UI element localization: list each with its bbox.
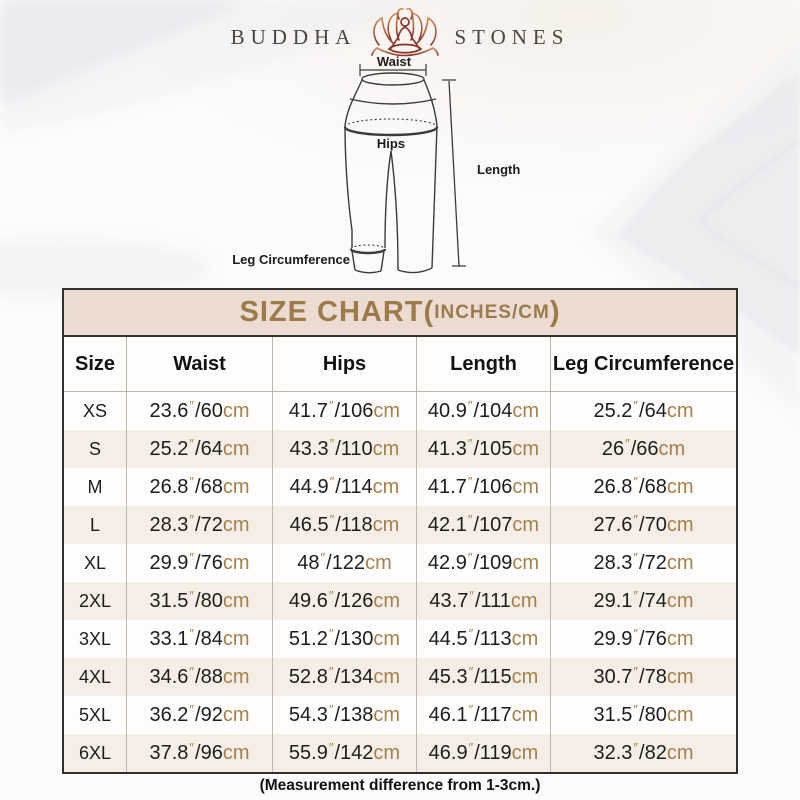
hips-cell: 44.9 ″ / 114 cm [272,468,416,506]
waist-cell: 28.3 ″ / 72 cm [126,506,272,544]
size-cell: M [87,476,103,497]
size-cell: L [89,514,100,535]
leg-circumference-label: Leg Circumference [232,252,350,267]
leg-cell: 29.1 ″ / 74 cm [550,582,736,620]
hips-cell: 54.3 ″ / 138 cm [272,696,416,734]
size-chart-table [62,288,738,774]
title-close: ) [549,296,561,328]
length-cell: 40.9 ″ / 104 cm [416,392,550,430]
size-cell: 5XL [78,704,112,725]
length-cell: 44.5 ″ / 113 cm [416,620,550,658]
size-chart-title [64,290,736,337]
leg-cell: 26.8 ″ / 68 cm [550,468,736,506]
length-cell: 43.7 ″ / 111 cm [416,582,550,620]
table-row [64,620,736,658]
leg-cell: 31.5 ″ / 80 cm [550,696,736,734]
length-label: Length [477,162,521,177]
hips-cell: 49.6 ″ / 126 cm [272,582,416,620]
leg-cell: 26 ″ / 66 cm [550,430,736,468]
lotus-meditation-icon [369,7,441,67]
waist-cell: 33.1 ″ / 84 cm [126,620,272,658]
size-cell: 2XL [78,590,112,611]
length-cell: 46.9 ″ / 119 cm [416,734,550,772]
length-cell: 41.7 ″ / 106 cm [416,468,550,506]
brand-logo [0,6,800,68]
waist-cell: 36.2 ″ / 92 cm [126,696,272,734]
table-row [64,734,736,772]
header-leg-circumference: Leg Circumference [550,337,736,391]
size-cell: 3XL [78,628,112,649]
leg-cell: 25.2 ″ / 64 cm [550,392,736,430]
header-length: Length [416,337,550,391]
size-cell: XL [83,552,107,573]
pants-measurement-diagram [228,52,548,289]
table-row [64,430,736,468]
header-waist: Waist [126,337,272,391]
leg-cell: 29.9 ″ / 76 cm [550,620,736,658]
table-row [64,544,736,582]
size-table-body [64,392,736,772]
table-row [64,468,736,506]
length-cell: 45.3 ″ / 115 cm [416,658,550,696]
table-row [64,506,736,544]
table-row [64,696,736,734]
hips-cell: 51.2 ″ / 130 cm [272,620,416,658]
measurement-footnote: (Measurement difference from 1-3cm.) [259,777,541,794]
hips-cell: 55.9 ″ / 142 cm [272,734,416,772]
table-row [64,392,736,430]
hips-label: Hips [376,136,406,151]
hips-cell: 43.3 ″ / 110 cm [272,430,416,468]
leg-cell: 30.7 ″ / 78 cm [550,658,736,696]
length-cell: 42.1 ″ / 107 cm [416,506,550,544]
leg-cell: 28.3 ″ / 72 cm [550,544,736,582]
table-row [64,582,736,620]
hips-cell: 46.5 ″ / 118 cm [272,506,416,544]
leg-cell: 27.6 ″ / 70 cm [550,506,736,544]
brand-name-left: BUDDHA [230,24,357,49]
waist-cell: 25.2 ″ / 64 cm [126,430,272,468]
hips-cell: 41.7 ″ / 106 cm [272,392,416,430]
hips-cell: 52.8 ″ / 134 cm [272,658,416,696]
waist-label: Waist [376,54,412,69]
size-cell: XS [82,400,107,421]
length-cell: 41.3 ″ / 105 cm [416,430,550,468]
waist-cell: 34.6 ″ / 88 cm [126,658,272,696]
title-sub: INCHES/CM [434,301,550,323]
hips-cell: 48 ″ / 122 cm [272,544,416,582]
title-main: SIZE CHART( [239,296,435,328]
length-cell: 46.1 ″ / 117 cm [416,696,550,734]
waist-cell: 23.6 ″ / 60 cm [126,392,272,430]
size-cell: 6XL [78,742,112,763]
waist-cell: 26.8 ″ / 68 cm [126,468,272,506]
table-row [64,658,736,696]
header-size: Size [74,352,116,375]
length-cell: 42.9 ″ / 109 cm [416,544,550,582]
header-hips: Hips [272,337,416,391]
size-cell: 4XL [78,666,112,687]
brand-name-right: STONES [454,24,570,49]
size-cell: S [88,438,101,459]
waist-cell: 31.5 ″ / 80 cm [126,582,272,620]
waist-cell: 29.9 ″ / 76 cm [126,544,272,582]
waist-cell: 37.8 ″ / 96 cm [126,734,272,772]
table-header-row [64,337,736,392]
leg-cell: 32.3 ″ / 82 cm [550,734,736,772]
